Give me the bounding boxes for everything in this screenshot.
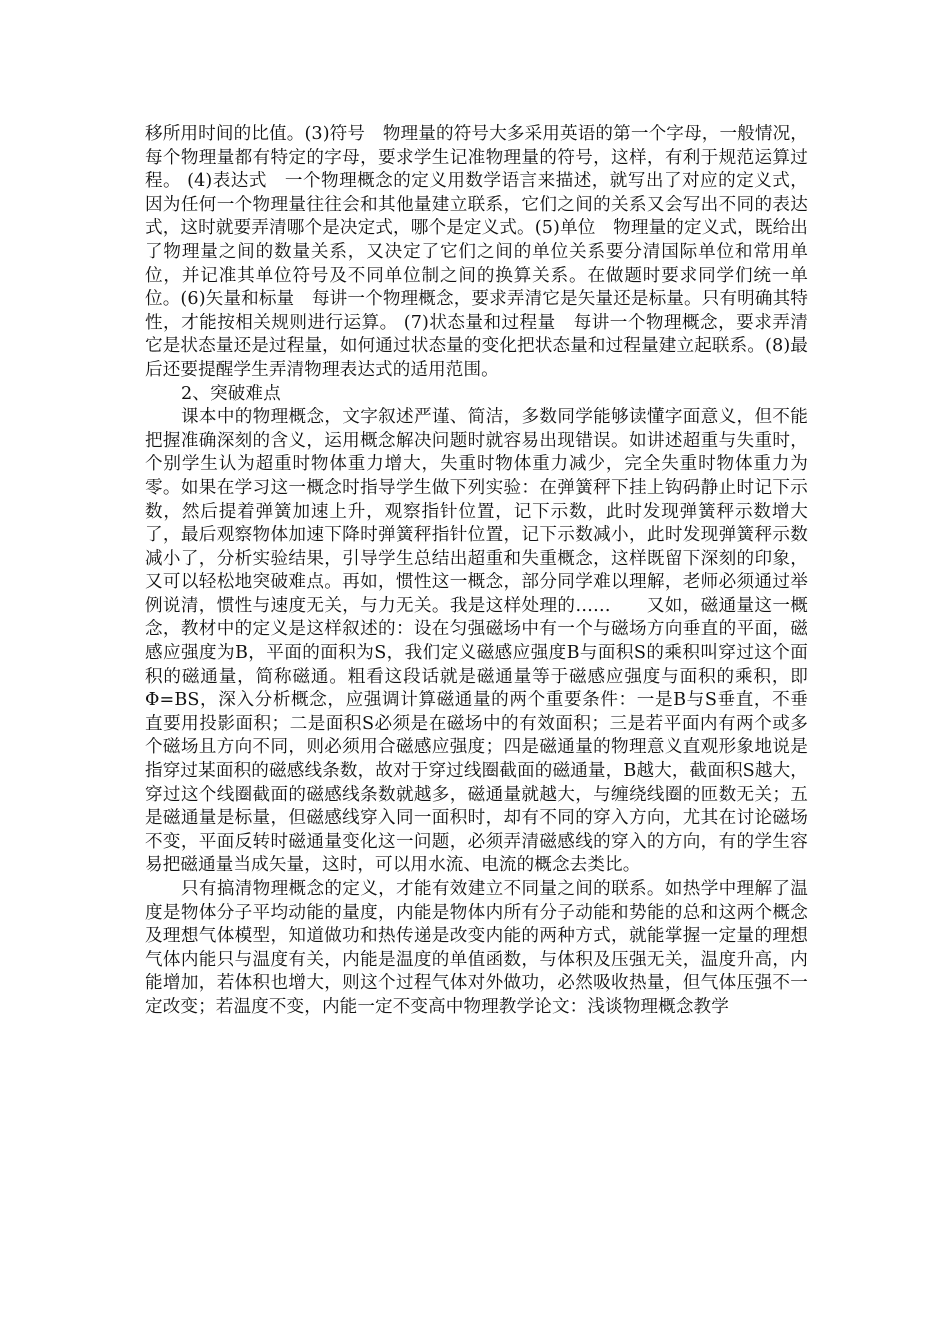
paragraph-concept-difficulties: 课本中的物理概念，文字叙述严谨、简洁，多数同学能够读懂字面意义，但不能把握准确深刻的含义，运用概念解决问题时就容易出现错误。如讲述超重与失重时，个别学生认为超重时物体重力增大，失重时物体重力减少，完全失重时物体重力为零。如果在学习这一概念时指导学生做下列实验：在弹簧秤下挂上钩码静止时记下示数，然后提着弹簧加速上升，观察指针位置，记下示数，此时发现弹簧秤示数增大了，最后观察物体加速下降时弹簧秤指针位置，记下示数减小，此时发现弹簧秤示数减小了，分析实验结果，引导学生总结出超重和失重概念，这样既留下深刻的印象，又可以轻松地突破难点。再如，惯性这一概念，部分同学难以理解，老师必须通过举例说清，惯性与速度无关，与力无关。我是这样处理的…… 又如，磁通量这一概念，教材中的定义是这样叙述的：设在匀强磁场中有一个与磁场方向垂直的平面，磁感应强度为B，平面的面积为S，我们定义磁感应强度B与面积S的乘积叫穿过这个面积的磁通量，简称磁通。粗看这段话就是磁通量等于磁感应强度与面积的乘积，即 Φ=BS，深入分析概念，应强调计算磁通量的两个重要条件：一是B与S垂直，不垂直要用投影面积；二是面积S必须是在磁场中的有效面积；三是若平面内有两个或多个磁场且方向不同，则必须用合磁感应强度；四是磁通量的物理意义直观形象地说是指穿过某面积的磁感线条数，故对于穿过线圈截面的磁通量，B越大，截面积S越大，穿过这个线圈截面的磁感线条数就越多，磁通量就越大，与缠绕线圈的匝数无关；五是磁通量是标量，但磁感线穿入同一面积时，却有不同的穿入方向，尤其在讨论磁场不变，平面反转时磁通量变化这一问题，必须弄清磁感线的穿入的方向，有的学生容易把磁通量当成矢量，这时，可以用水流、电流的概念去类比。 [145,407,808,876]
paragraph-concept-definitions: 只有搞清物理概念的定义，才能有效建立不同量之间的联系。如热学中理解了温度是物体分子平均动能的量度，内能是物体内所有分子动能和势能的总和这两个概念及理想气体模型，知道做功和热传递是改变内能的两种方式，就能掌握一定量的理想气体内能只与温度有关，内能是温度的单值函数，与体积及压强无关，温度升高，内能增加，若体积也增大，则这个过程气体对外做功，必然吸收热量，但气体压强不一定改变；若温度不变，内能一定不变高中物理教学论文：浅谈物理概念教学 [145,879,808,1017]
paragraph-physical-quantity-attributes: 移所用时间的比值。(3)符号 物理量的符号大多采用英语的第一个字母，一般情况，每个物理量都有特定的字母，要求学生记准物理量的符号，这样，有利于规范运算过程。 (4)表达式 一个物理概念的定义用数学语言来描述，就写出了对应的定义式，因为任何一个物理量往往会和其他量建立联系，它们之间的关系又会写出不同的表达式，这时就要弄清哪个是决定式，哪个是定义式。(5)单位 物理量的定义式，既给出了物理量之间的数量关系，又决定了它们之间的单位关系要分清国际单位和常用单位，并记准其单位符号及不同单位制之间的换算关系。在做题时要求同学们统一单位。(6)矢量和标量 每讲一个物理概念，要求弄清它是矢量还是标量。只有明确其特性，才能按相关规则进行运算。 (7)状态量和过程量 每讲一个物理概念，要求弄清它是状态量还是过程量，如何通过状态量的变化把状态量和过程量建立起联系。(8)最后还要提醒学生弄清物理表达式的适用范围。 [145,124,808,380]
section-heading-breakthrough: 2、突破难点 [181,383,281,404]
document-body [145,123,808,1020]
